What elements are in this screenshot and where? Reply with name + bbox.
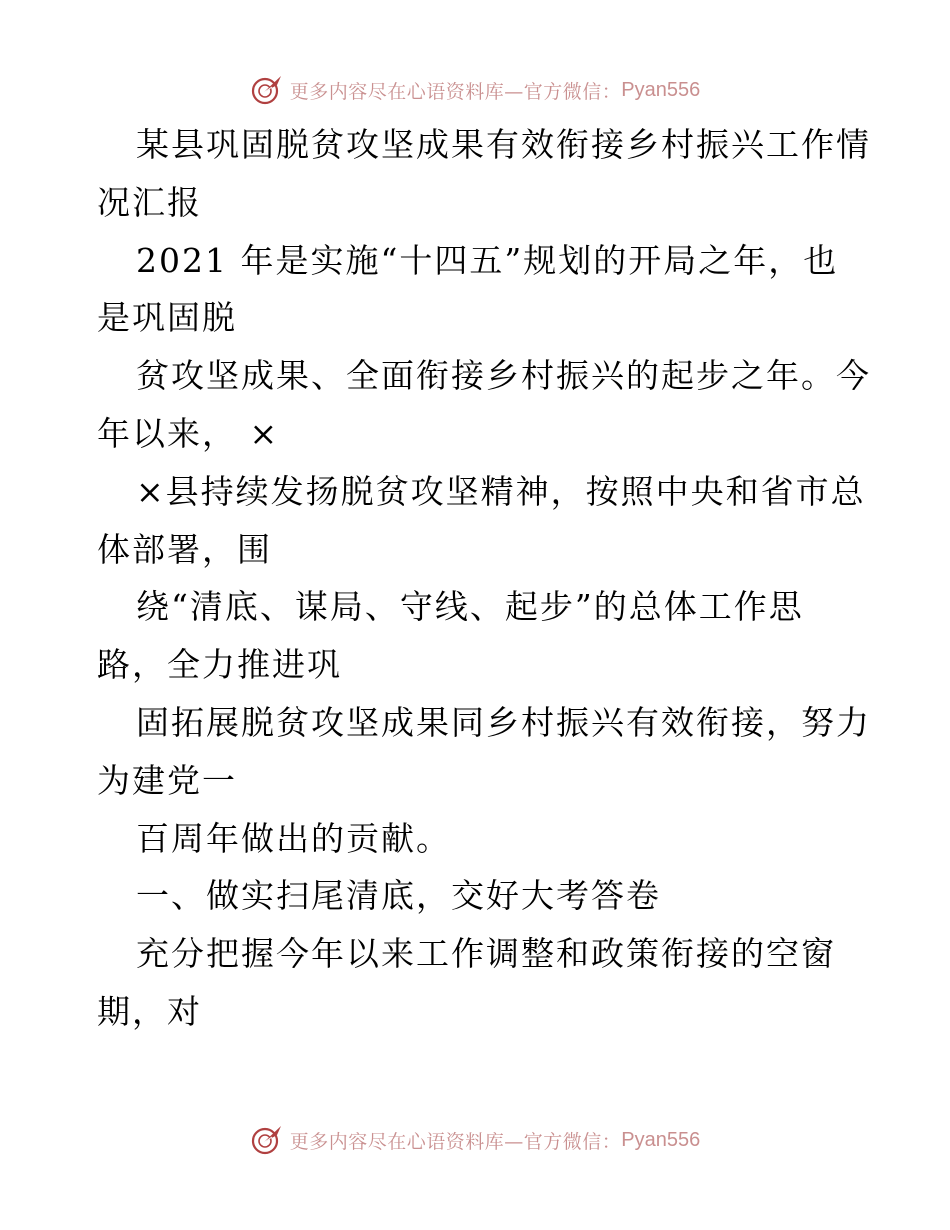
text-line: 况汇报 (97, 182, 202, 222)
watermark-text: 更多内容尽在心语资料库—官方微信： (289, 1130, 622, 1153)
text-line: 为建党一 (97, 760, 237, 800)
watermark-wechat-id: Pyan556 (621, 78, 701, 101)
text-line: 充分把握今年以来工作调整和政策衔接的空窗 (136, 934, 836, 974)
text-line: 期，对 (97, 991, 202, 1031)
document-body (97, 116, 871, 1041)
text-line: 一、做实扫尾清底，交好大考答卷 (136, 876, 661, 916)
text-line: 路，全力推进巩 (97, 645, 342, 685)
footer-watermark (0, 1120, 950, 1160)
text-line: 体部署，围 (97, 529, 272, 569)
text-line: 贫攻坚成果、全面衔接乡村振兴的起步之年。今 (136, 356, 871, 396)
text-line: 是巩固脱 (97, 298, 237, 338)
quill-logo-icon (250, 1123, 284, 1157)
text-line: 年以来， × (97, 413, 280, 453)
text-line: 绕“清底、谋局、守线、起步”的总体工作思 (136, 587, 804, 627)
watermark-wechat-id: Pyan556 (621, 1128, 701, 1151)
header-watermark (0, 70, 950, 110)
text-line: 百周年做出的贡献。 (136, 818, 451, 858)
watermark-text: 更多内容尽在心语资料库—官方微信： (289, 80, 622, 103)
text-line: 固拓展脱贫攻坚成果同乡村振兴有效衔接，努力 (136, 702, 871, 742)
text-line: 2021 年是实施“十四五”规划的开局之年，也 (136, 240, 839, 280)
quill-logo-icon (250, 73, 284, 107)
text-line: 某县巩固脱贫攻坚成果有效衔接乡村振兴工作情 (136, 125, 871, 164)
text-line: ×县持续发扬脱贫攻坚精神，按照中央和省市总 (136, 471, 866, 511)
